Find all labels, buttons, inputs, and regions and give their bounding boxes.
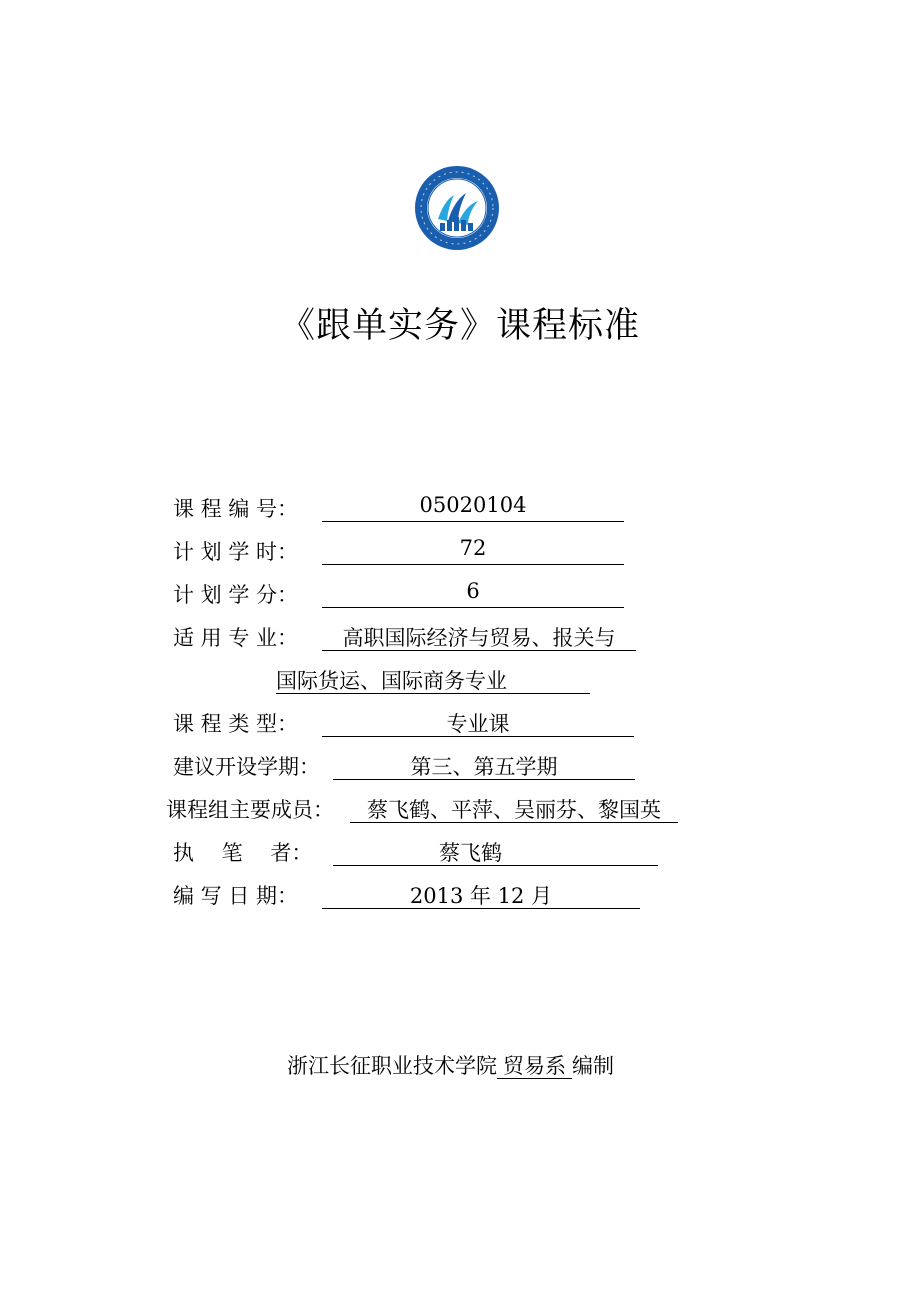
footer-compiler [287,1050,614,1080]
field-course-code [0,493,920,529]
field-value: 专业课 [322,708,634,737]
field-value: 蔡飞鹤、平萍、吴丽芬、黎国英 [350,794,678,823]
field-label: 课程组主要成员： [166,798,334,822]
field-team-members [0,794,920,830]
footer-school: 浙江长征职业技术学院 [287,1054,497,1078]
field-label: 计 划 学 时： [173,540,299,564]
field-value: 蔡飞鹤 [333,837,658,866]
school-logo [414,165,500,251]
field-label: 计 划 学 分： [173,583,299,607]
field-label: 课 程 编 号： [173,497,299,521]
field-value: 72 [322,536,624,565]
field-applicable-major-line2 [0,665,920,701]
field-label: 编 写 日 期： [173,884,299,908]
field-planned-credits [0,579,920,615]
field-label: 执 笔 者： [173,841,313,865]
field-suggested-semester [0,751,920,787]
field-value: 高职国际经济与贸易、报关与 [322,622,636,651]
field-value: 第三、第五学期 [333,751,635,780]
footer-suffix: 编制 [572,1054,614,1078]
field-label: 课 程 类 型： [173,712,299,736]
field-planned-hours [0,536,920,572]
field-label: 适 用 专 业： [173,626,299,650]
field-compile-date [0,880,920,916]
field-value: 6 [322,579,624,608]
field-value-line2: 国际货运、国际商务专业 [276,665,590,694]
field-author [0,837,920,873]
field-course-type [0,708,920,744]
field-value: 2013 年 12 月 [322,880,640,909]
field-applicable-major [0,622,920,658]
document-title: 《跟单实务》课程标准 [279,306,640,346]
footer-department: 贸易系 [497,1054,572,1079]
field-value: 05020104 [322,493,624,522]
field-label: 建议开设学期： [173,755,320,779]
